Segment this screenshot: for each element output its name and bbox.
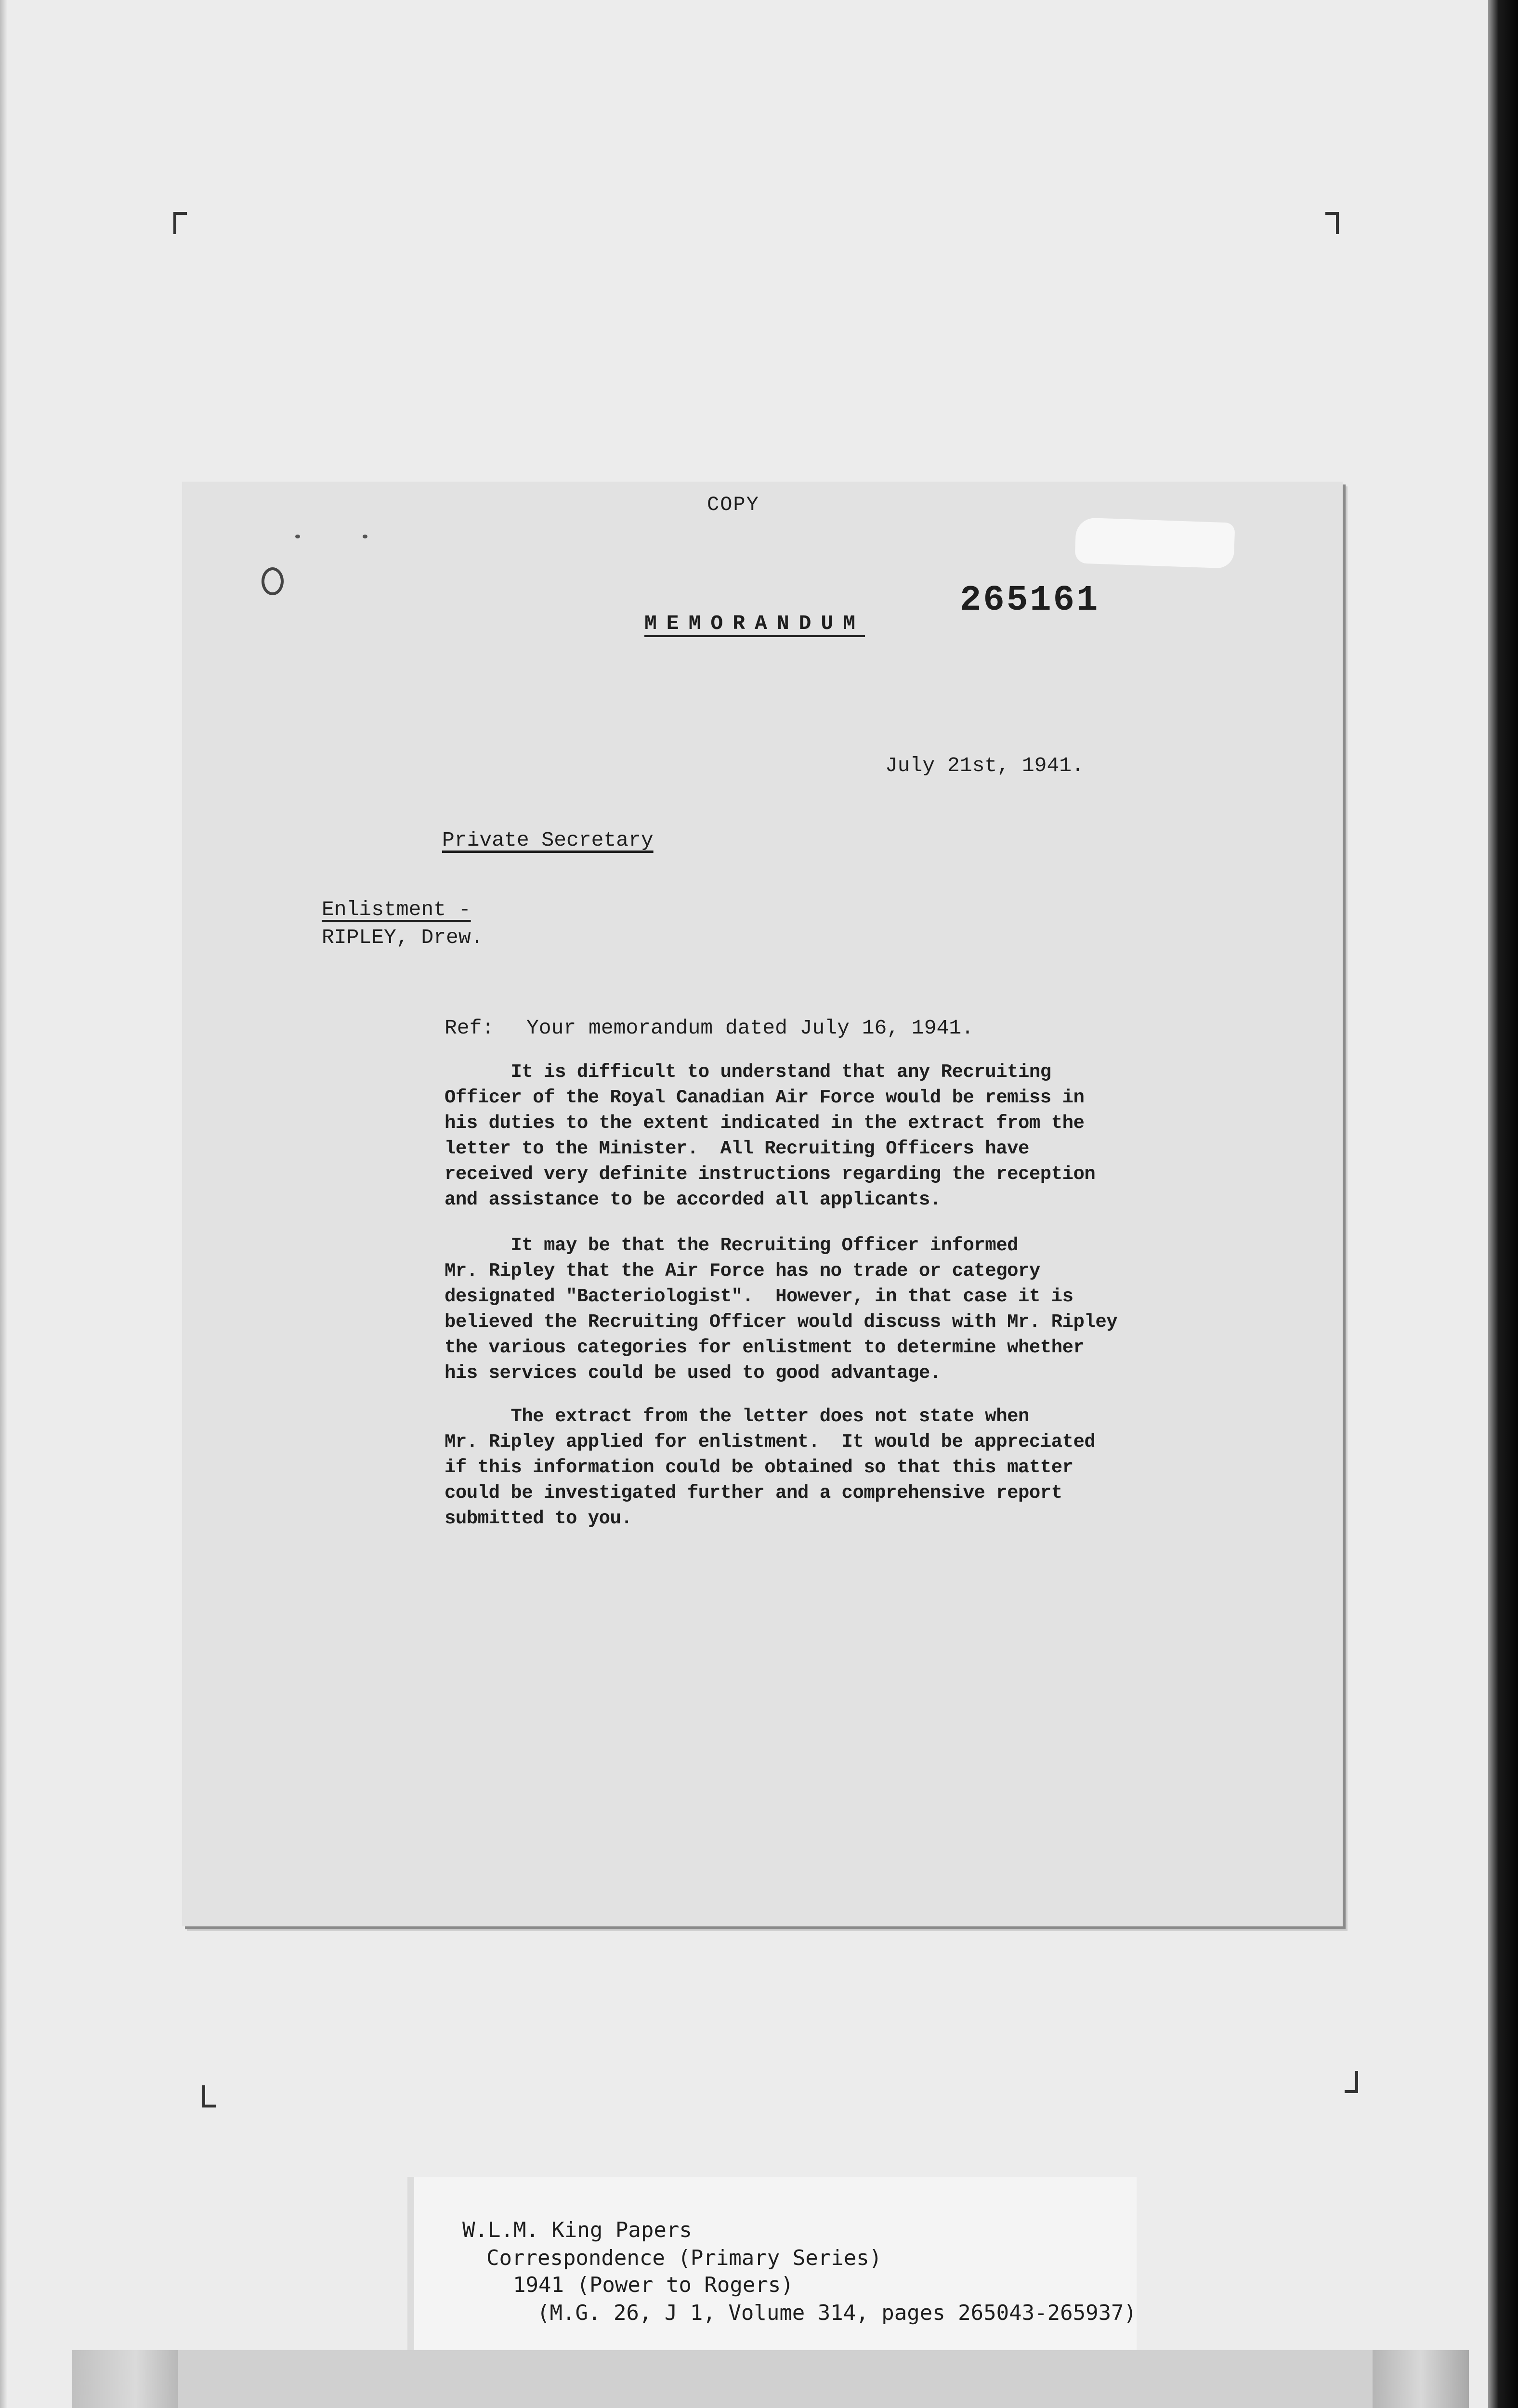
crop-mark-bottom-right <box>1345 2071 1358 2093</box>
archives-stamp <box>72 2350 1469 2408</box>
memo-reference <box>445 1016 974 1040</box>
copy-label: COPY <box>707 493 759 516</box>
crop-mark-top-left <box>173 212 187 234</box>
tape-strip-right <box>1373 2350 1469 2408</box>
archive-line-3: 1941 (Power to Rogers) <box>513 2273 794 2297</box>
speck <box>295 535 300 538</box>
crop-mark-bottom-left <box>202 2085 216 2107</box>
tape-strip-left <box>72 2350 178 2408</box>
subject-line-1: Enlistment - <box>322 898 471 921</box>
archive-reference-label <box>414 2177 1137 2355</box>
ref-text: Your memorandum dated July 16, 1941. <box>526 1016 974 1040</box>
memo-paragraph-1: It is difficult to understand that any Recruiting Officer of the Royal Canadian Air Force would be remiss in his duties to the extent indicated in the extract from the letter to the Minister. All Recruiting Officers have received very definite instructions regarding the reception and assistance to be accorded all applicants. <box>445 1061 1096 1210</box>
memo-date: July 21st, 1941. <box>885 754 1084 777</box>
ref-label: Ref: <box>445 1016 495 1040</box>
memo-subject <box>322 896 483 952</box>
film-edge-right <box>1488 0 1518 2408</box>
archive-line-1: W.L.M. King Papers <box>462 2218 692 2242</box>
subject-line-2: RIPLEY, Drew. <box>322 926 484 949</box>
document-number: 265161 <box>960 580 1100 621</box>
memo-heading: MEMORANDUM <box>644 612 865 635</box>
memo-page <box>182 482 1343 1926</box>
memo-addressee: Private Secretary <box>442 828 654 852</box>
archive-line-4: (M.G. 26, J 1, Volume 314, pages 265043-265937) <box>537 2301 1137 2325</box>
archive-line-2: Correspondence (Primary Series) <box>486 2246 882 2270</box>
crop-mark-top-right <box>1325 212 1339 234</box>
memo-paragraph-3: The extract from the letter does not state when Mr. Ripley applied for enlistment. It would be appreciated if this information could be obtained so that this matter could be investigated further and a comprehensive report submitted to you. <box>445 1406 1096 1529</box>
speck <box>363 535 367 538</box>
memo-paragraph-2: It may be that the Recruiting Officer informed Mr. Ripley that the Air Force has no trade or category designated "Bacteriologist". However, in that case it is believed the Recruiting Officer would discuss with Mr. Ripley the various categories for enlistment to determine whether his services could be used to good advantage. <box>445 1235 1118 1384</box>
punch-hole <box>262 567 284 595</box>
film-edge-left <box>0 0 7 2408</box>
paper-sticker <box>1074 517 1235 568</box>
